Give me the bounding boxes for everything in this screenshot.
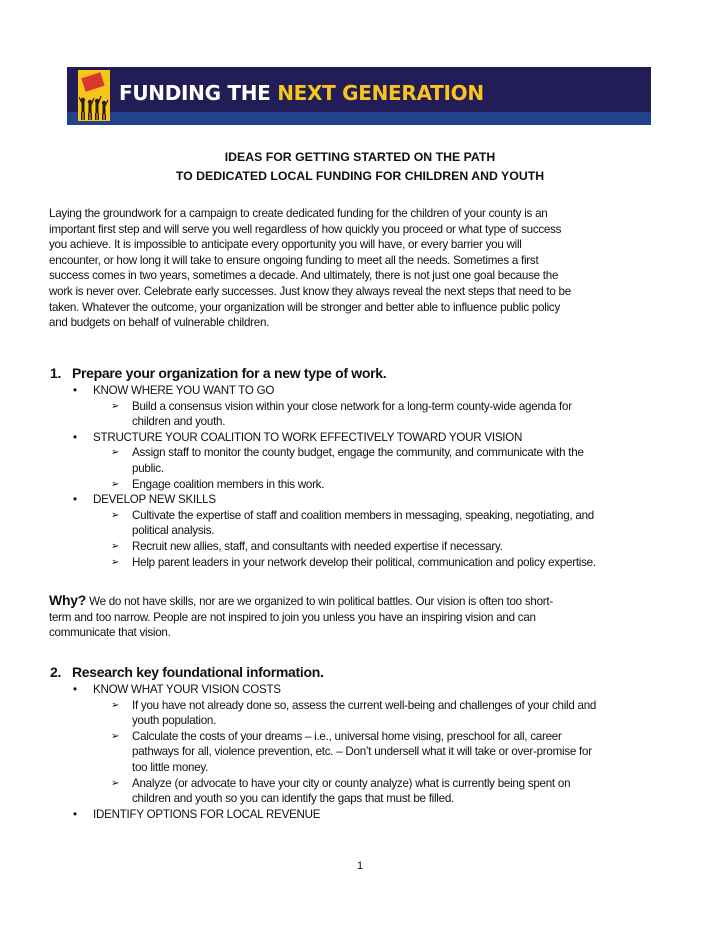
bullet-icon: • (73, 430, 77, 444)
arrow-bullet-icon: ➢ (111, 699, 120, 711)
section-heading-text: Prepare your organization for a new type of work. (72, 365, 387, 381)
sub-item-line: pathways for all, violence prevention, etc. – Don’t undersell what it will take or over-promise for (132, 745, 592, 759)
bullet-icon: • (73, 384, 77, 397)
why-paragraph (49, 593, 671, 641)
bullet-item (49, 807, 689, 823)
sub-item-line: Help parent leaders in your network develop their political, communication and policy expertise. (132, 555, 596, 569)
sub-item-line: If you have not already done so, assess the current well-being and challenges of your child and (132, 698, 597, 712)
intro-line: you achieve. It is impossible to anticipate every opportunity you will have, or every barrier you will (49, 238, 522, 252)
sub-item-line: children and youth. (132, 415, 226, 429)
intro-paragraph (49, 206, 671, 331)
sub-item-line: political analysis. (132, 524, 215, 538)
sub-item-line: Assign staff to monitor the county budget, engage the community, and communicate with the (132, 446, 584, 460)
document-title (0, 148, 720, 186)
sub-item-line: Build a consensus vision within your close network for a long-term county-wide agenda for (132, 399, 572, 413)
arrow-bullet-icon: ➢ (111, 540, 120, 552)
sub-item-line: youth population. (132, 714, 217, 728)
header-banner (67, 67, 651, 125)
sub-item-line: Recruit new allies, staff, and consultants with needed expertise if necessary. (132, 539, 503, 553)
section-heading-text: Research key foundational information. (72, 664, 324, 680)
title-line-2: TO DEDICATED LOCAL FUNDING FOR CHILDREN AND YOUTH (175, 169, 545, 183)
sub-item-line: Calculate the costs of your dreams – i.e., universal home vising, preschool for all, career (132, 729, 562, 743)
sub-item (49, 445, 689, 476)
logo (78, 70, 110, 121)
sub-item-line: public. (132, 461, 164, 475)
arrow-bullet-icon: ➢ (111, 556, 120, 568)
sub-item (49, 776, 689, 807)
section-1-list (49, 383, 689, 570)
crowd-silhouette-icon (79, 94, 109, 120)
sub-item (49, 508, 689, 539)
intro-line: and budgets on behalf of vulnerable children. (49, 316, 270, 330)
bullet-label: KNOW WHERE YOU WANT TO GO (93, 384, 275, 397)
sub-item-line: Engage coalition members in this work. (132, 477, 325, 491)
intro-line: success comes in two years, sometimes a decade. And ultimately, there is not just one goal because the (49, 269, 559, 283)
bullet-item (49, 430, 689, 446)
banner-stripe (67, 112, 651, 125)
section-2-list (49, 682, 689, 822)
sub-item (49, 698, 689, 729)
page-number: 1 (356, 860, 364, 872)
why-line: communicate that vision. (49, 626, 171, 640)
sub-item-line: too little money. (132, 760, 209, 774)
intro-line: important first step and will serve you well regardless of how quickly you proceed or what type of success (49, 222, 562, 236)
bullet-icon: • (73, 493, 77, 507)
section-2-heading (50, 663, 324, 681)
section-number: 2. (50, 664, 62, 680)
intro-line: Laying the groundwork for a campaign to create dedicated funding for the children of your county is an (49, 207, 548, 220)
sub-item (49, 555, 689, 571)
sub-item (49, 477, 689, 493)
section-1-heading (50, 364, 386, 382)
why-label: Why? (49, 592, 87, 608)
bullet-icon: • (73, 683, 77, 696)
banner-title (119, 82, 484, 104)
banner-title-yellow: NEXT GENERATION (277, 81, 484, 105)
section-number: 1. (50, 365, 62, 381)
logo-sign (81, 72, 104, 91)
sub-item-line: Analyze (or advocate to have your city or county analyze) what is currently being spent on (132, 776, 571, 790)
bullet-label: DEVELOP NEW SKILLS (93, 493, 216, 507)
sub-item (49, 399, 689, 430)
banner-title-white: FUNDING THE (119, 81, 278, 105)
bullet-item (49, 383, 689, 399)
arrow-bullet-icon: ➢ (111, 777, 120, 789)
bullet-label: IDENTIFY OPTIONS FOR LOCAL REVENUE (93, 807, 321, 821)
why-line: term and too narrow. People are not inspired to join you unless you have an inspiring vision and can (49, 610, 536, 624)
intro-line: encounter, or how long it will take to ensure ongoing funding to meet all the needs. Sometimes a first (49, 253, 539, 267)
why-line: We do not have skills, nor are we organized to win political battles. Our vision is often too short- (86, 595, 553, 608)
sub-item (49, 729, 689, 776)
arrow-bullet-icon: ➢ (111, 730, 120, 742)
title-line-1: IDEAS FOR GETTING STARTED ON THE PATH (224, 150, 496, 164)
bullet-icon: • (73, 807, 77, 821)
arrow-bullet-icon: ➢ (111, 509, 120, 521)
arrow-bullet-icon: ➢ (111, 447, 120, 459)
sub-item (49, 539, 689, 555)
bullet-item (49, 492, 689, 508)
bullet-item (49, 682, 689, 698)
bullet-label: STRUCTURE YOUR COALITION TO WORK EFFECTIVELY TOWARD YOUR VISION (93, 430, 523, 444)
sub-item-line: children and youth so you can identify the gaps that must be filled. (132, 792, 455, 806)
arrow-bullet-icon: ➢ (111, 400, 120, 412)
sub-item-line: Cultivate the expertise of staff and coalition members in messaging, speaking, negotiating, and (132, 508, 594, 522)
arrow-bullet-icon: ➢ (111, 478, 120, 490)
intro-line: work is never over. Celebrate early successes. Just know they always reveal the next steps that need to be (49, 284, 571, 298)
intro-line: taken. Whatever the outcome, your organization will be stronger and better able to influence public policy (49, 300, 560, 314)
bullet-label: KNOW WHAT YOUR VISION COSTS (93, 683, 281, 696)
